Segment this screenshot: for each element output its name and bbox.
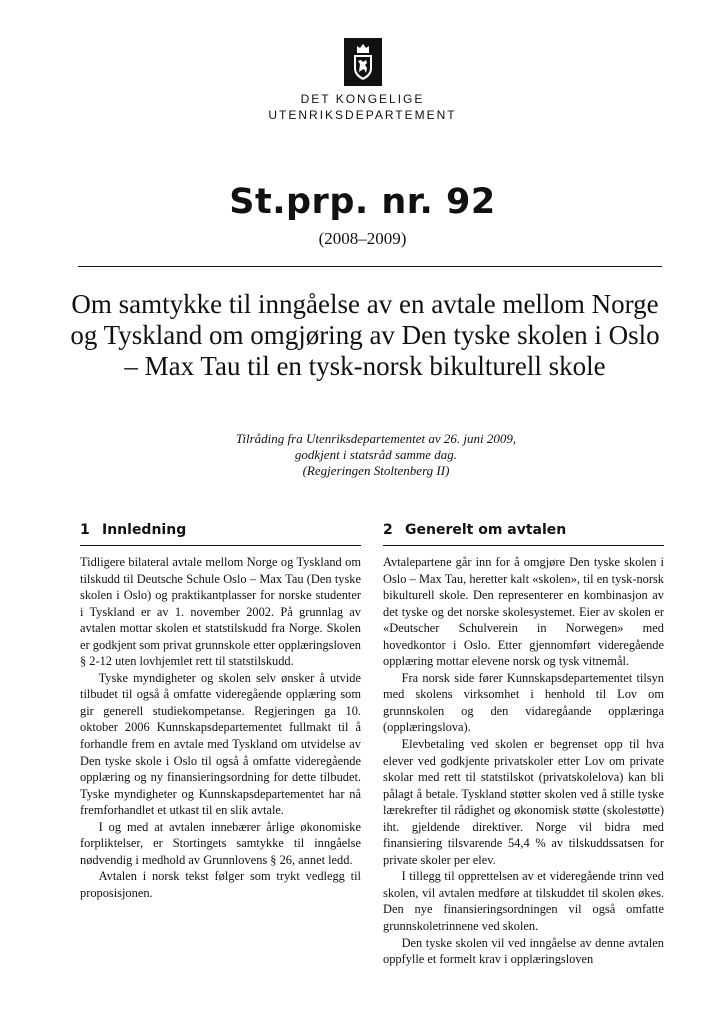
submission-note bbox=[180, 431, 572, 479]
section-number: 1 bbox=[80, 522, 90, 538]
coat-of-arms-icon bbox=[344, 38, 382, 86]
section-body bbox=[383, 554, 664, 968]
crowned-lion-shield-icon bbox=[348, 42, 378, 82]
paragraph: Fra norsk side fører Kunnskapsdepartementet tilsyn med skolens virksomhet i henhold til Lov om grunnskolen og den vidaregåande opplæringa (opplæringslova). bbox=[383, 670, 664, 735]
ministry-name-line2: UTENRIKSDEPARTEMENT bbox=[268, 108, 457, 122]
ministry-name-line1: DET KONGELIGE bbox=[300, 92, 425, 106]
paragraph: Elevbetaling ved skolen er begrenset opp til hva elever ved godkjente privatskoler etter Lov om private skolar med rett til statstilskot (privatskolelova) kan bli pålagt å betale. Tyskland støtter skolen ved å stille tyske lærekrefter til rådighet og økonomisk støtte (skolestøtte) iht. gjeldende direktiver. Norge vil bidra med finansiering tilsvarende 54,4 % av tilskuddssatsen for private skoler per elev. bbox=[383, 737, 664, 867]
section-generelt-om-avtalen bbox=[383, 522, 664, 968]
submission-line-1: Tilråding fra Utenriksdepartementet av 26. juni 2009, bbox=[235, 431, 517, 446]
paragraph: Den tyske skolen vil ved inngåelse av denne avtalen oppfylle et formelt krav i opplæringsloven bbox=[383, 935, 664, 967]
header-divider bbox=[78, 266, 662, 267]
section-number: 2 bbox=[383, 522, 393, 538]
section-heading-text: Generelt om avtalen bbox=[405, 522, 567, 538]
section-innledning bbox=[80, 522, 361, 901]
paragraph: Tidligere bilateral avtale mellom Norge og Tyskland om tilskudd til Deutsche Schule Oslo – Max Tau (Den tyske skolen i Oslo) og praktikantplasser for norske studenter i Tyskland er av 1. november 2002. På grunnlag av avtalen mottar skolen et statstilskudd fra Norge. Skolen er godkjent som privat grunnskole etter opplæringsloven § 2-12 uten lovhjemlet rett til statstilskudd. bbox=[80, 555, 361, 669]
section-heading-text: Innledning bbox=[102, 522, 187, 538]
section-heading bbox=[80, 522, 361, 546]
section-body bbox=[80, 554, 361, 901]
session-years: (2008–2009) bbox=[318, 229, 407, 248]
submission-line-3: (Regjeringen Stoltenberg II) bbox=[302, 463, 450, 478]
document-number: St.prp. nr. 92 bbox=[229, 182, 496, 222]
paragraph: I og med at avtalen innebærer årlige økonomiske forpliktelser, er Stortingets samtykke til inngåelse nødvendig i medhold av Grunnlovens § 26, annet ledd. bbox=[80, 819, 361, 867]
paragraph: Avtalepartene går inn for å omgjøre Den tyske skolen i Oslo – Max Tau, heretter kalt «skolen», til en tysk-norsk bikulturell skole. Den representerer en kombinasjon av det tyske og det norske skolesystemet. Eier av skolen er «Deutscher Schulverein in Norwegen» med hovedkontor i Oslo. Etter gjennomført videregående opplæring mottar elevene norsk og tysk vitnemål. bbox=[383, 555, 664, 669]
paragraph: Tyske myndigheter og skolen selv ønsker å utvide tilbudet til også å omfatte videregående opplæring som gir generell studiekompetanse. Regjeringen ga 10. oktober 2006 Kunnskapsdepartementet fullmakt til å forhandle frem en avtale med Tyskland om utvidelse av Den tyske skole i Oslo til også å omfatte videregående opplæring og ny finansieringsordning for dette tilbudet. Tyske myndigheter og Kunnskapsdepartementet har nå fremforhandlet et utkast til en slik avtale. bbox=[80, 670, 361, 818]
document-title: Om samtykke til inngåelse av en avtale mellom Norge og Tyskland om omgjøring av Den tyske skolen i Oslo – Max Tau til en tysk-norsk bikulturell skole bbox=[70, 289, 660, 381]
submission-line-2: godkjent i statsråd samme dag. bbox=[294, 447, 458, 462]
paragraph: Avtalen i norsk tekst følger som trykt vedlegg til proposisjonen. bbox=[80, 869, 361, 900]
section-heading bbox=[383, 522, 664, 546]
paragraph: I tillegg til opprettelsen av et videregående trinn ved skolen, vil avtalen medføre at tilskuddet til skolen økes. Den nye finansieringsordningen vil også omfatte grunnskoletrinnene ved skolen. bbox=[383, 869, 664, 934]
